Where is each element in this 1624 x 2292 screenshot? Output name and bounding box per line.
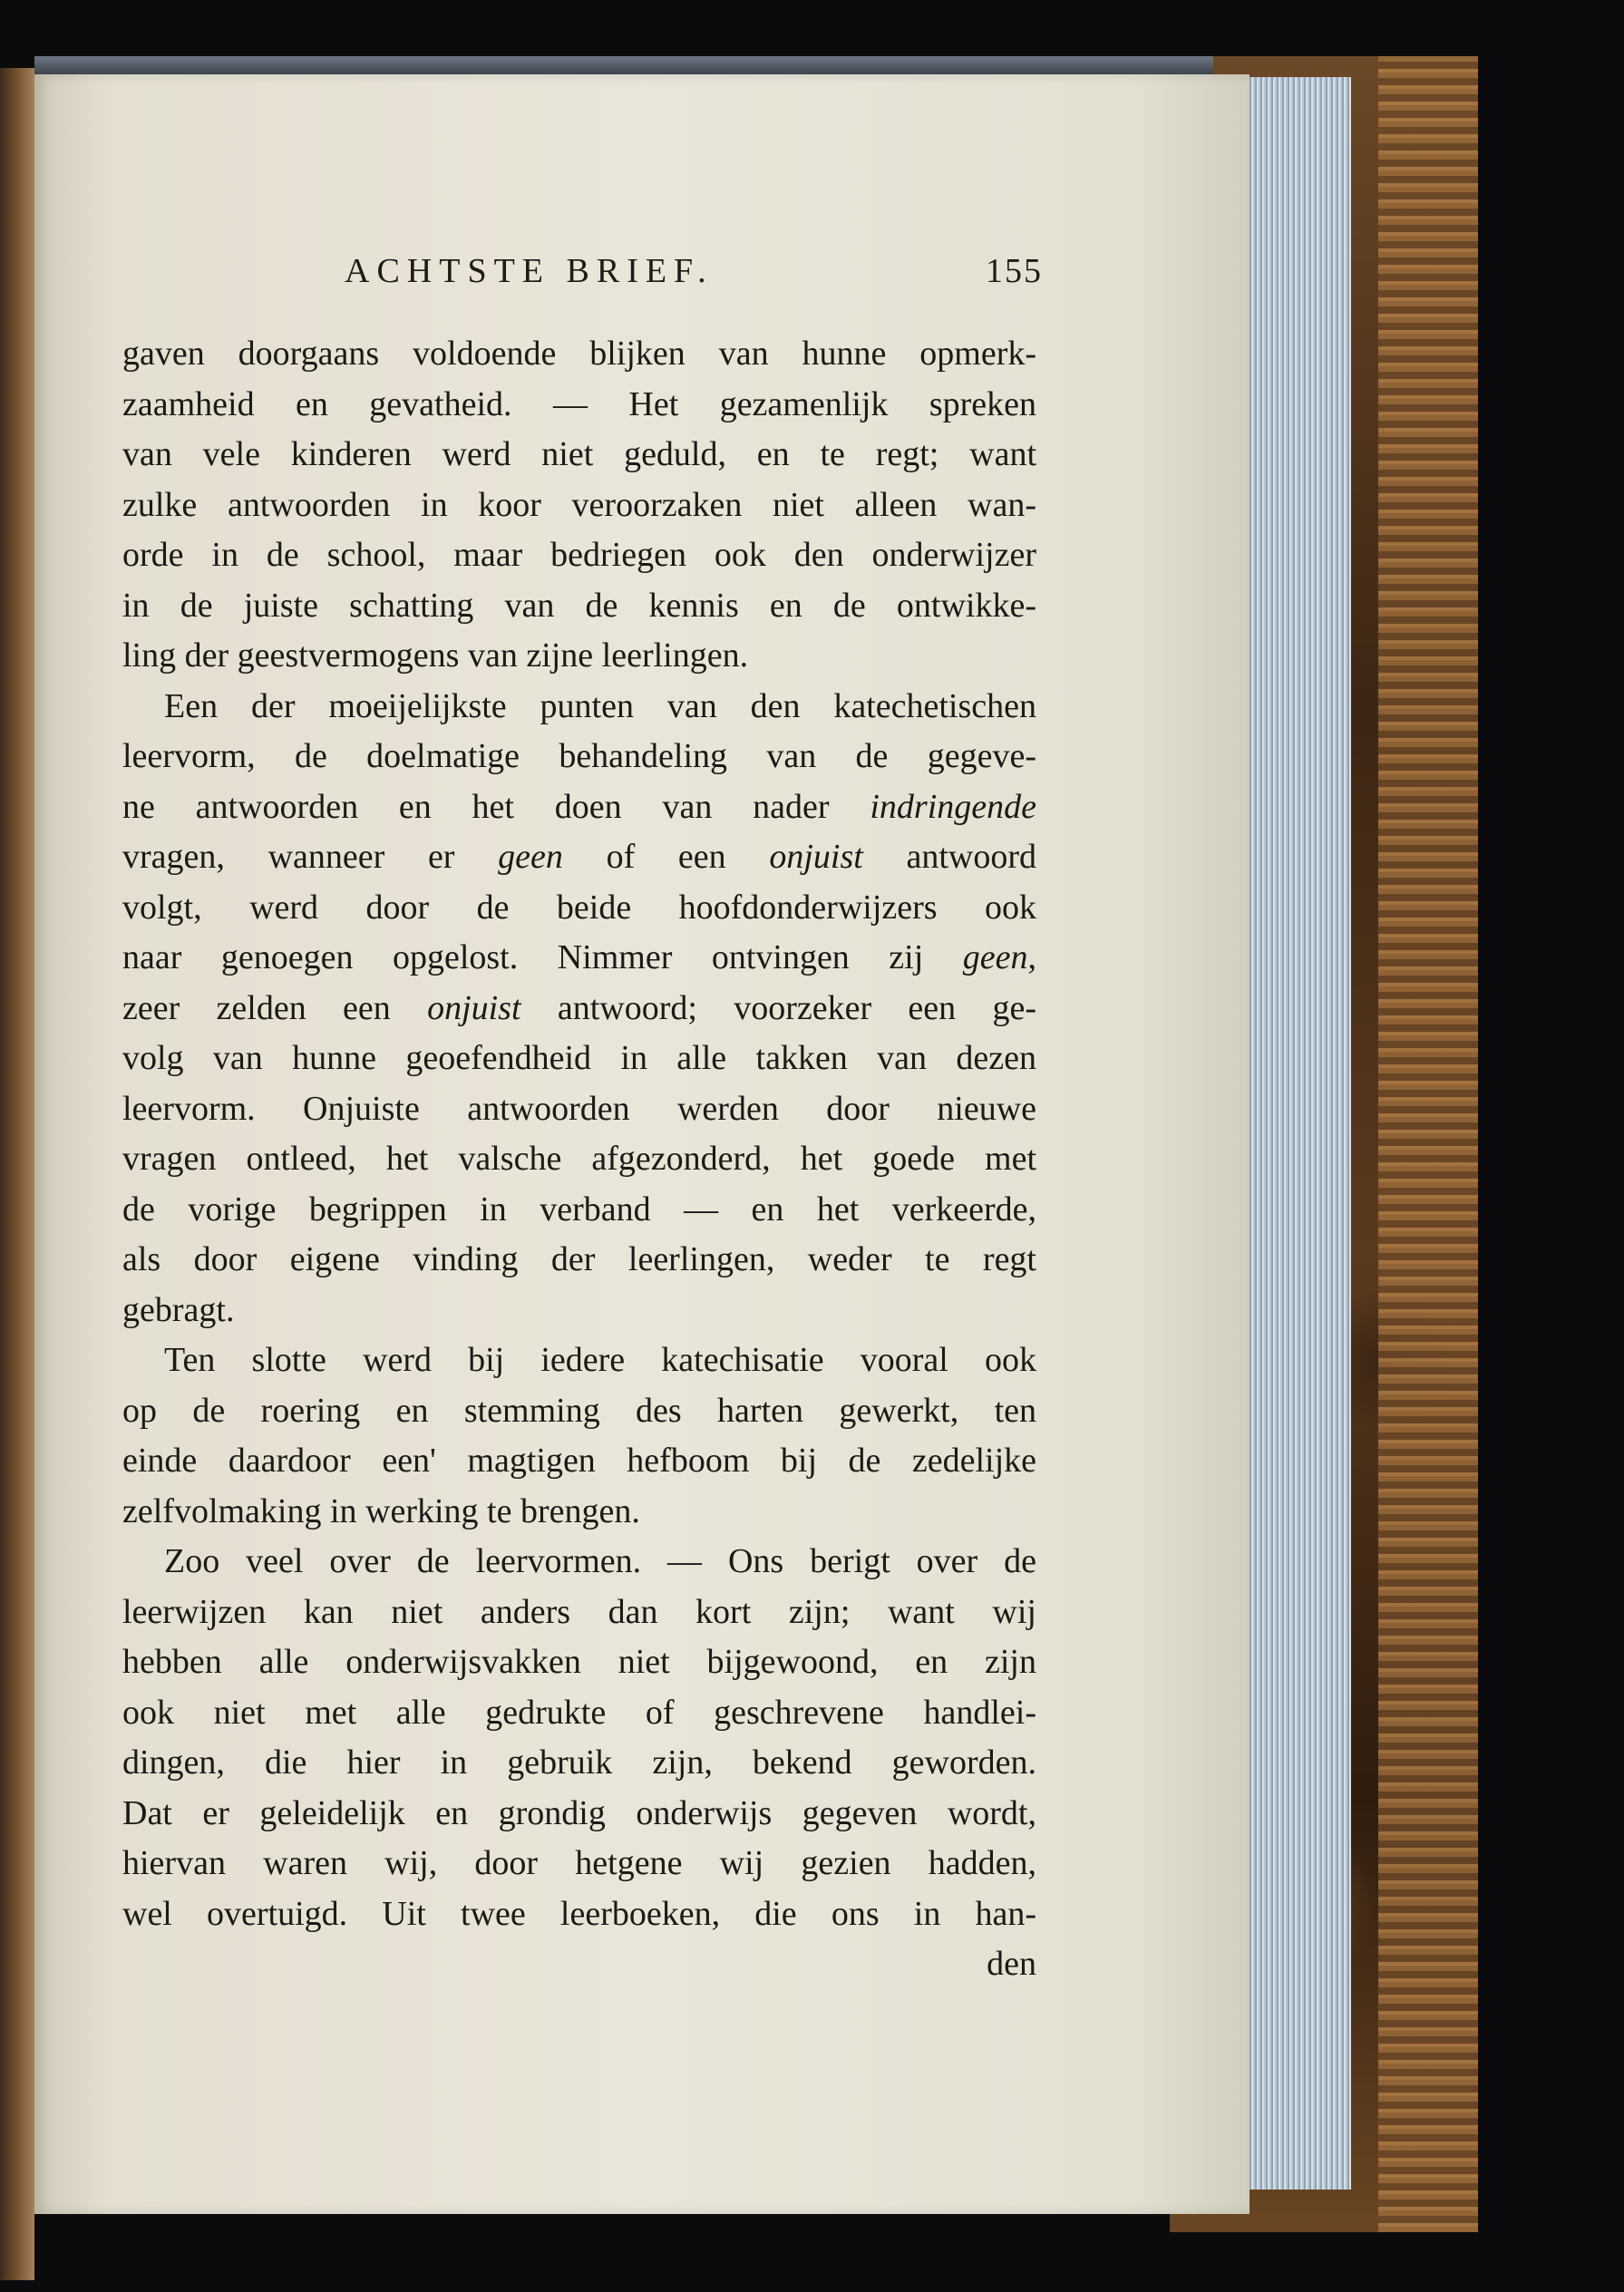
text-line: hebben alle onderwijsvakken niet bijgewoond, en zijn	[122, 1643, 1036, 1681]
text-line: leervorm, de doelmatige behandeling van de gegeve-	[122, 737, 1036, 775]
text-line: gaven doorgaans voldoende blijken van hunne opmerk-	[122, 335, 1036, 373]
text-line: naar genoegen opgelost. Nimmer ontvingen zij geen,	[122, 938, 1036, 976]
text-line: einde daardoor een' magtigen hefboom bij de zedelijke	[122, 1442, 1036, 1480]
text-line: vragen ontleed, het valsche afgezonderd, het goede met	[122, 1140, 1036, 1178]
text-line: wel overtuigd. Uit twee leerboeken, die ons in han-	[122, 1894, 1036, 1933]
text-line: als door eigene vinding der leerlingen, weder te regt	[122, 1240, 1036, 1278]
text-line: vragen, wanneer er geen of een onjuist antwoord	[122, 838, 1036, 876]
text-line: in de juiste schatting van de kennis en de ontwikke-	[122, 586, 1036, 625]
text-line: leerwijzen kan niet anders dan kort zijn; want wij	[122, 1592, 1036, 1631]
text-line: zaamheid en gevatheid. — Het gezamenlijk spreken	[122, 384, 1036, 423]
page-block-edge	[1242, 77, 1351, 2190]
paragraph-start-line: Een der moeijelijkste punten van den katechetischen	[164, 686, 1036, 725]
text-line: volgt, werd door de beide hoofdonderwijzers ook	[122, 888, 1036, 927]
body-text	[122, 329, 1036, 1990]
paragraph-start-line: Zoo veel over de leervormen. — Ons berigt over de	[164, 1542, 1036, 1580]
text-line: de vorige begrippen in verband — en het verkeerde,	[122, 1190, 1036, 1229]
text-line: ling der geestvermogens van zijne leerlingen.	[122, 636, 749, 675]
text-line: Dat er geleidelijk en grondig onderwijs gegeven wordt,	[122, 1793, 1036, 1832]
page-header	[345, 251, 1043, 296]
text-line: zelfvolmaking in werking te brengen.	[122, 1491, 640, 1530]
text-line: van vele kinderen werd niet geduld, en te regt; want	[122, 435, 1036, 473]
text-line: ook niet met alle gedrukte of geschrevene handlei-	[122, 1693, 1036, 1732]
text-line: ne antwoorden en het doen van nader indringende	[122, 787, 1036, 826]
text-line: zeer zelden een onjuist antwoord; voorzeker een ge-	[122, 988, 1036, 1027]
running-title: ACHTSTE BRIEF.	[345, 252, 714, 290]
page-number: 155	[986, 252, 1043, 290]
text-line: op de roering en stemming des harten gewerkt, ten	[122, 1391, 1036, 1430]
text-line: orde in de school, maar bedriegen ook den onderwijzer	[122, 536, 1036, 574]
text-line: zulke antwoorden in koor veroorzaken niet alleen wan-	[122, 485, 1036, 524]
text-line: dingen, die hier in gebruik zijn, bekend geworden.	[122, 1743, 1036, 1782]
paragraph-start-line: Ten slotte werd bij iedere katechisatie vooral ook	[164, 1341, 1036, 1379]
top-edge	[34, 56, 1213, 76]
text-line: volg van hunne geoefendheid in alle takken van dezen	[122, 1039, 1036, 1077]
text-line: leervorm. Onjuiste antwoorden werden door nieuwe	[122, 1089, 1036, 1128]
cover-board-edge	[1378, 56, 1478, 2232]
catchword: den	[987, 1945, 1036, 1983]
left-page-edge	[0, 68, 34, 2280]
text-line: gebragt.	[122, 1290, 235, 1329]
text-line: hiervan waren wij, door hetgene wij gezien hadden,	[122, 1844, 1036, 1882]
